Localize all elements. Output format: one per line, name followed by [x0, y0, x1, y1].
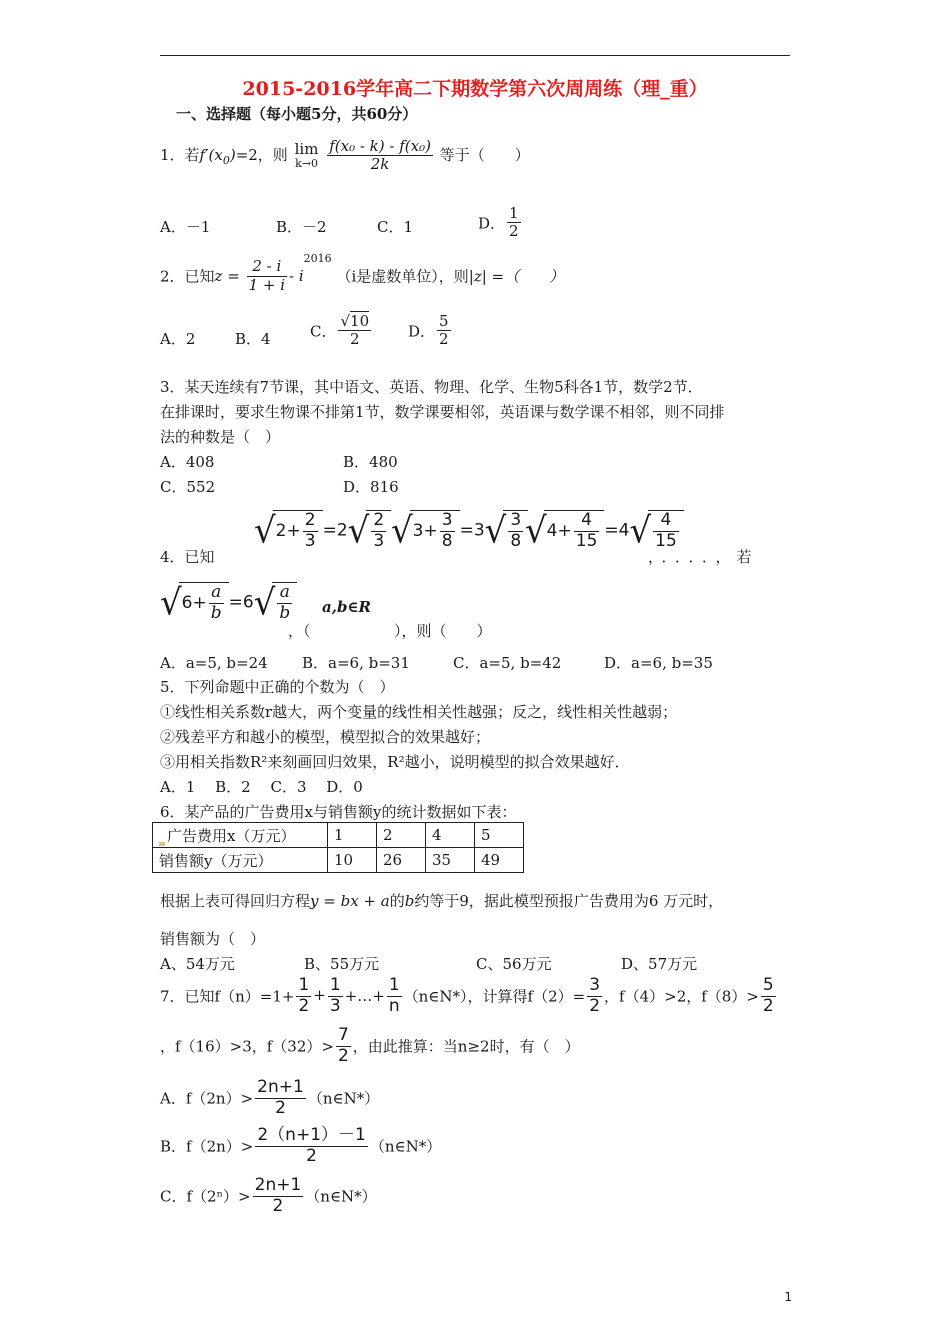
q6-option-c: C、56万元	[476, 955, 552, 973]
q4-identity-1: √2+ $\frac{2}{3}$ =2√ $\frac{2}{3}$	[254, 510, 391, 551]
limit-operator: lim k→0	[294, 140, 319, 170]
q7-option-a: A．f（2n）> $\frac{2n+1}{2}$ （n∈N*）	[160, 1077, 380, 1118]
q3-option-d: D．816	[343, 478, 399, 496]
q2-option-b: B．4	[235, 330, 271, 348]
q4-condition: a,b∈R	[322, 598, 371, 616]
table-cell: 销售额y（万元）	[153, 848, 328, 873]
q2-option-c: C． $\frac{√10}{2}$	[310, 312, 370, 349]
question-6-text-2: 销售额为（ ）	[160, 930, 266, 948]
document-title: 2015-2016学年高二下期数学第六次周周练（理_重）	[242, 78, 708, 100]
question-5-line-3: ②残差平方和越小的模型，模型拟合的效果越好；	[160, 728, 491, 746]
table-cell: 广告费用x（万元）	[153, 823, 328, 848]
q4-option-c: C．a=5, b=42	[453, 654, 562, 672]
q1-option-d: D． $\frac{1}{2}$	[478, 204, 519, 241]
q1-option-c: C．1	[377, 218, 414, 236]
question-7-line-2: ，f（16）>3，f（32）> $\frac{7}{2}$ ，由此推算：当n≥2时，有（ ）	[160, 1025, 580, 1066]
table-cell: 26	[377, 848, 426, 873]
q4-option-d: D．a=6, b=35	[604, 654, 713, 672]
table-cell: 5	[475, 823, 524, 848]
q6-option-b: B、55万元	[304, 955, 380, 973]
q1-fraction: $\frac{\text{f(x₀ - k) - f(x₀)}}{2k}$	[329, 137, 431, 174]
table-cell: 49	[475, 848, 524, 873]
question-5-options: A．1 B．2 C．3 D．0	[160, 778, 363, 796]
q7-option-c: C．f（2ⁿ）> $\frac{2n+1}{2}$ （n∈N*）	[160, 1175, 377, 1216]
q4-identity-3: √4+ $\frac{4}{15}$ =4√ $\frac{4}{15}$	[525, 510, 684, 551]
question-5-line-1: 5．下列命题中正确的个数为（ ）	[160, 678, 395, 696]
q4-identity-general: √6+ $\frac{a}{b}$ =6√ $\frac{a}{b}$	[160, 582, 297, 623]
table-cell: 35	[426, 848, 475, 873]
q4-option-a: A．a=5, b=24	[160, 654, 268, 672]
q2-fraction: $\frac{2 - i}{1 + i}$	[248, 257, 286, 294]
q3-option-b: B．480	[343, 453, 398, 471]
section-heading: 一、选择题（每小题5分，共60分）	[176, 105, 418, 123]
top-rule	[160, 55, 790, 56]
question-3-line-1: 3．某天连续有7节课，其中语文、英语、物理、化学、生物5科各1节，数学2节．	[160, 378, 703, 396]
question-3-line-3: 法的种数是（ ）	[160, 428, 281, 446]
q2-option-d: D． $\frac{5}{2}$	[408, 312, 449, 349]
q7-option-b: B．f（2n）> $\frac{2(n+1)-1}{2}$ （n∈N*）	[160, 1125, 442, 1166]
question-5-line-4: ③用相关指数R²来刻画回归效果，R²越小，说明模型的拟合效果越好．	[160, 753, 630, 771]
table-cell: 4	[426, 823, 475, 848]
question-7-line-1: 7．已知f（n）=1+ $\frac{1}{2}$ + $\frac{1}{3}$ +…+ $\frac{1}{n}$ （n∈N*），计算得f（2）= $\frac{3}{2}$ ，f（4）>2，f（8）> $\frac{5}{2}$	[160, 975, 774, 1016]
page-number: 1	[784, 1290, 792, 1304]
f-prime-x0: $f'(x_0)$	[199, 145, 236, 167]
table-row	[153, 848, 524, 873]
q4-option-b: B．a=6, b=31	[302, 654, 410, 672]
q2-option-a: A．2	[160, 330, 196, 348]
question-6-intro: 6．某产品的广告费用x与销售额y的统计数据如下表：	[160, 803, 517, 821]
q4-tail: ），则（ ）	[394, 622, 492, 640]
q4-prefix: 4．已知	[160, 548, 215, 566]
q4-identity-2: √3+ $\frac{3}{8}$ =3√ $\frac{3}{8}$	[391, 510, 528, 551]
q4-open-paren: ，（	[288, 622, 311, 640]
question-1: 1．若$f'(x_0)=2$，则 lim k→0 $\frac{\text{f(x₀ - k) - f(x₀)}}{2k}$ 等于（ ）	[160, 137, 530, 174]
question-3-line-2: 在排课时，要求生物课不排第1节，数学课要相邻，英语课与数学课不相邻，则不同排	[160, 403, 725, 421]
data-table	[152, 822, 524, 873]
question-2: 2．已知z = $\frac{2 - i}{1 + i}$ - $i^{2016}$ （i是虚数单位），则|z| =（ ）	[160, 252, 565, 294]
table-cell: 2	[377, 823, 426, 848]
regression-equation: y = bx + a	[310, 892, 390, 910]
table-row	[153, 823, 524, 848]
q1-option-b: B．－2	[276, 218, 327, 236]
q3-option-c: C．552	[160, 478, 216, 496]
slope-b: b	[404, 892, 415, 910]
question-5-line-2: ①线性相关系数r越大，两个变量的线性相关性越强；反之，线性相关性越弱；	[160, 703, 678, 721]
q1-option-a: A．－1	[160, 218, 211, 236]
q4-dots: ，．．．．，若	[648, 548, 758, 566]
table-cell: 1	[328, 823, 377, 848]
q6-option-d: D、57万元	[621, 955, 698, 973]
q6-option-a: A、54万元	[160, 955, 235, 973]
q3-option-a: A．408	[160, 453, 215, 471]
table-cell: 10	[328, 848, 377, 873]
question-6-text: 根据上表可得回归方程y = bx + a的b约等于9，据此模型预报广告费用为6 万元时，	[160, 892, 724, 910]
